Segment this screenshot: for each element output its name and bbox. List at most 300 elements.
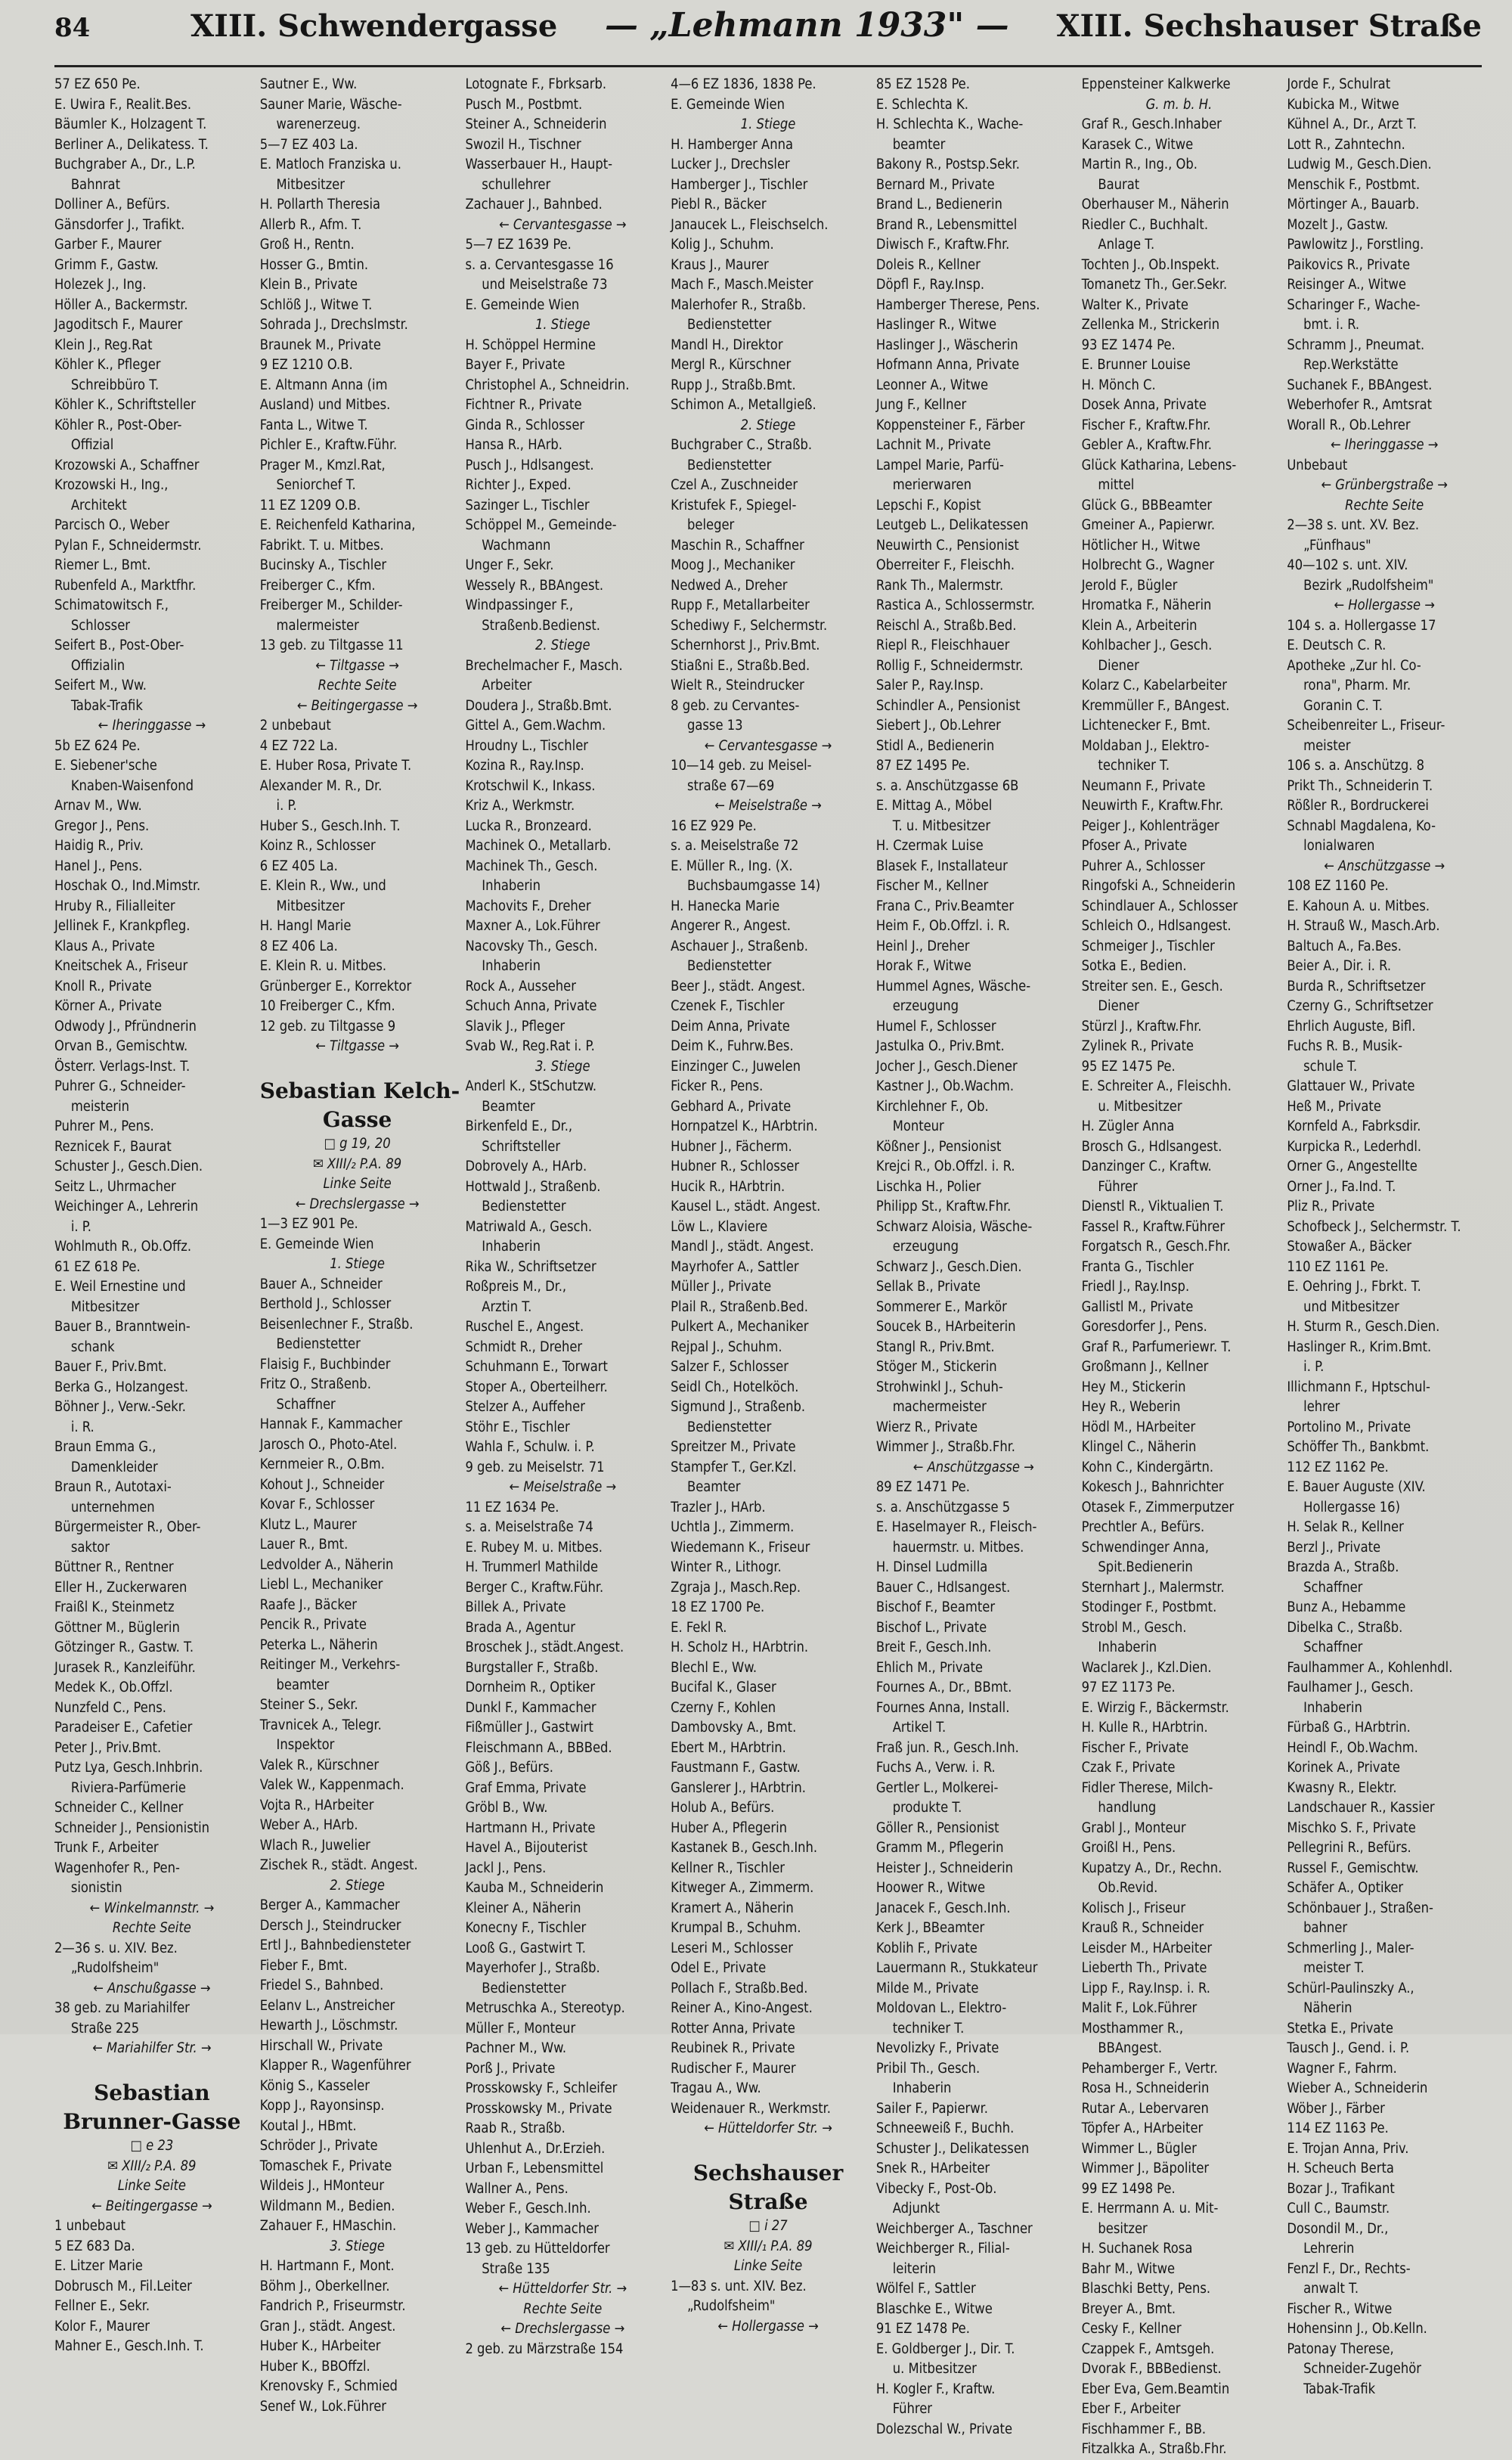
directory-line: 106 s. a. Anschützg. 8 xyxy=(1287,758,1425,774)
directory-line: Böhm J., Oberkellner. xyxy=(259,2278,390,2294)
directory-line: Kernmeier R., O.Bm. xyxy=(259,1456,385,1472)
directory-line: Broschek J., städt.Angest. xyxy=(465,1639,624,1655)
directory-line: Bedienstetter xyxy=(686,457,772,473)
directory-line: Bahr M., Witwe xyxy=(1081,2260,1176,2277)
directory-line: 104 s. a. Hollergasse 17 xyxy=(1287,617,1436,634)
directory-line: Windpassinger F., xyxy=(465,597,574,613)
directory-line: Spreitzer M., Private xyxy=(671,1439,796,1455)
directory-line: Fischer F., Kraftw.Fhr. xyxy=(1081,417,1211,433)
directory-line: Gregor J., Pens. xyxy=(54,817,150,834)
directory-line: Dersch J., Steindrucker xyxy=(259,1917,401,1934)
directory-line: Göller R., Pensionist xyxy=(875,1819,999,1836)
directory-line: Menschik F., Postbmt. xyxy=(1287,176,1421,193)
directory-line: Klingel C., Näherin xyxy=(1081,1439,1197,1455)
directory-line: Bauer F., Priv.Bmt. xyxy=(54,1359,167,1375)
directory-line: 4—6 EZ 1836, 1838 Pe. xyxy=(671,76,816,92)
directory-line: E. Kahoun A. u. Mitbes. xyxy=(1287,898,1430,914)
directory-line: Unger F., Sekr. xyxy=(465,557,554,573)
directory-line: Kristufek F., Spiegel- xyxy=(671,497,797,513)
directory-line: E. Goldberger J., Dir. T. xyxy=(875,2341,1015,2357)
directory-line: Orvan B., Gemischtw. xyxy=(54,1038,188,1054)
directory-line: H. Suchanek Rosa xyxy=(1081,2241,1193,2257)
directory-line: Glück Katharina, Lebens- xyxy=(1081,457,1237,473)
directory-line: Uhlenhut A., Dr.Erzieh. xyxy=(465,2140,606,2157)
directory-line: Koppensteiner F., Färber xyxy=(875,417,1025,433)
directory-line: Hötlicher H., Witwe xyxy=(1081,537,1201,554)
directory-line: Flaisig F., Buchbinder xyxy=(259,1356,391,1373)
directory-line: Heim F., Ob.Offzl. i. R. xyxy=(875,918,1010,934)
section-label: Rechte Seite xyxy=(1345,497,1424,513)
directory-line: Pellegrini R., Befürs. xyxy=(1287,1840,1411,1856)
directory-line: 91 EZ 1478 Pe. xyxy=(875,2321,970,2337)
directory-line: Böhner J., Verw.-Sekr. xyxy=(54,1399,186,1415)
directory-line: E. Haselmayer R., Fleisch- xyxy=(875,1519,1037,1535)
directory-line: Schnabl Magdalena, Ko- xyxy=(1287,817,1436,834)
directory-line: Leseri M., Schlosser xyxy=(671,1940,793,1956)
directory-line: Machinek O., Metallarb. xyxy=(465,838,612,854)
directory-line: Rotter Anna, Private xyxy=(671,2020,795,2037)
directory-line: 8 EZ 406 La. xyxy=(259,938,338,954)
directory-line: Kirchlehner F., Ob. xyxy=(875,1098,989,1115)
directory-line: Humel F., Schlosser xyxy=(875,1018,996,1035)
directory-line: Weidenauer R., Werkmstr. xyxy=(671,2100,831,2117)
directory-line: 95 EZ 1475 Pe. xyxy=(1081,1058,1176,1075)
directory-line: Damenkleider xyxy=(70,1459,158,1475)
directory-line: Hubner R., Schlosser xyxy=(671,1159,800,1174)
directory-line: 38 geb. zu Mariahilfer xyxy=(54,2000,190,2016)
directory-line: Burgstaller F., Straßb. xyxy=(465,1659,599,1676)
section-label: ← Iheringgasse → xyxy=(1330,437,1439,453)
directory-line: Urban F., Lebensmittel xyxy=(465,2161,604,2176)
directory-line: Stiaßni E., Straßb.Bed. xyxy=(671,657,810,674)
directory-line: 16 EZ 929 Pe. xyxy=(671,817,757,834)
directory-line: Schürl-Paulinszky A., xyxy=(1287,1980,1414,1996)
directory-line: Jarosch O., Photo-Atel. xyxy=(259,1436,398,1453)
section-label: ← Mariahilfer Str. → xyxy=(92,2040,212,2056)
directory-line: Hansa R., HArb. xyxy=(465,437,563,453)
directory-line: Holub A., Befürs. xyxy=(671,1800,775,1816)
directory-line: Mandl H., Direktor xyxy=(671,337,783,353)
directory-line: Prager M., Kmzl.Rat, xyxy=(259,457,386,473)
directory-line: Rudischer F., Maurer xyxy=(671,2060,796,2077)
directory-line: 1—83 s. unt. XIV. Bez. xyxy=(671,2278,807,2294)
directory-line: Paikovics R., Private xyxy=(1287,256,1411,273)
directory-line: Sailer F., Papierwr. xyxy=(875,2100,988,2117)
directory-line: Eller H., Zuckerwaren xyxy=(54,1579,187,1596)
directory-line: Kolarz C., Kabelarbeiter xyxy=(1081,678,1227,693)
directory-line: Höller A., Backermstr. xyxy=(54,296,188,313)
directory-line: E. Siebener'sche xyxy=(54,758,157,774)
directory-line: Hewarth J., Löschmstr. xyxy=(259,2018,398,2033)
directory-line: Krenovsky F., Schmied xyxy=(259,2378,398,2394)
directory-line: Rosa H., Schneiderin xyxy=(1081,2080,1210,2096)
column-6 xyxy=(1081,75,1277,2457)
directory-line: Inhaberin xyxy=(892,2080,952,2096)
directory-line: Holbrecht G., Wagner xyxy=(1081,557,1215,573)
directory-line: Schriftsteller xyxy=(482,1138,561,1155)
directory-line: Göttner M., Büglerin xyxy=(54,1619,180,1636)
directory-line: Czel A., Zuschneider xyxy=(671,477,798,493)
directory-line: Mitbesitzer xyxy=(276,898,345,914)
directory-line: Klein A., Arbeiterin xyxy=(1081,617,1198,634)
directory-line: Fißmüller J., Gastwirt xyxy=(465,1720,593,1736)
directory-line: Allerb R., Afm. T. xyxy=(259,216,362,233)
directory-line: Mach F., Masch.Meister xyxy=(671,277,813,293)
directory-line: Czenek F., Tischler xyxy=(671,998,785,1014)
directory-line: 108 EZ 1160 Pe. xyxy=(1287,878,1389,894)
directory-line: Lischka H., Polier xyxy=(875,1178,981,1195)
directory-line: besitzer xyxy=(1098,2220,1148,2237)
directory-line: Sazinger L., Tischler xyxy=(465,497,590,513)
directory-line: sionistin xyxy=(70,1880,122,1896)
directory-line: Beier A., Dir. i. R. xyxy=(1287,958,1392,974)
directory-line: Lotognate F., Fbrksarb. xyxy=(465,76,607,92)
directory-line: 6 EZ 405 La. xyxy=(259,858,338,874)
directory-line: BBAngest. xyxy=(1098,2040,1163,2056)
directory-line: Roßpreis M., Dr., xyxy=(465,1279,567,1295)
directory-line: Piebl R., Bäcker xyxy=(671,197,767,212)
directory-line: Hoower R., Witwe xyxy=(875,1880,986,1896)
directory-line: Krumpal B., Schuhm. xyxy=(671,1920,801,1936)
directory-line: Medek K., Ob.Offzl. xyxy=(54,1680,173,1695)
directory-line: Scharinger F., Wache- xyxy=(1287,296,1421,313)
directory-line: Pawlowitz J., Forstling. xyxy=(1287,237,1424,253)
directory-line: Blechl E., Ww. xyxy=(671,1659,758,1676)
directory-line: Mörtinger A., Bauarb. xyxy=(1287,197,1420,212)
section-label: G. m. b. H. xyxy=(1145,96,1213,113)
directory-line: Göß J., Befürs. xyxy=(465,1760,553,1776)
section-label: □ e 23 xyxy=(130,2138,174,2154)
directory-line: Czappek F., Amtsgeh. xyxy=(1081,2341,1215,2357)
directory-line: Brand R., Lebensmittel xyxy=(875,216,1018,233)
directory-line: Zahauer F., HMaschin. xyxy=(259,2218,397,2234)
directory-line: erzeugung xyxy=(892,998,959,1014)
directory-line: Fournes A., Dr., BBmt. xyxy=(875,1680,1012,1695)
directory-line: Baltuch A., Fa.Bes. xyxy=(1287,938,1402,954)
directory-line: Huber A., Pflegerin xyxy=(671,1819,788,1836)
directory-line: Götzinger R., Gastw. T. xyxy=(54,1639,194,1655)
directory-line: H. Zügler Anna xyxy=(1081,1118,1175,1134)
columns-container xyxy=(54,75,1482,2457)
directory-line: Döpfl F., Ray.Insp. xyxy=(875,277,985,293)
directory-line: Dolezschal W., Private xyxy=(875,2421,1013,2437)
directory-line: Kitweger A., Zimmerm. xyxy=(671,1880,814,1896)
directory-line: merierwaren xyxy=(892,477,971,493)
directory-line: Fabrikt. T. u. Mitbes. xyxy=(259,537,384,554)
directory-line: Milde M., Private xyxy=(875,1980,979,1996)
directory-line: Zgraja J., Masch.Rep. xyxy=(671,1579,801,1596)
directory-line: Pachner M., Ww. xyxy=(465,2040,567,2056)
directory-line: Worall R., Ob.Lehrer xyxy=(1287,417,1411,433)
directory-line: meister xyxy=(1303,737,1351,754)
directory-line: Kastanek B., Gesch.Inh. xyxy=(671,1840,818,1856)
section-label: 2. Stiege xyxy=(740,417,796,433)
directory-line: Forgatsch R., Gesch.Fhr. xyxy=(1081,1239,1231,1255)
directory-line: Stodinger F., Postbmt. xyxy=(1081,1599,1217,1615)
directory-line: Lauermann R., Stukkateur xyxy=(875,1960,1038,1976)
directory-line: Weichberger R., Filial- xyxy=(875,2241,1010,2257)
directory-line: Faulhammer A., Kohlenhdl. xyxy=(1287,1659,1453,1676)
directory-line: 2 geb. zu Märzstraße 154 xyxy=(465,2341,624,2357)
directory-line: u. Mitbesitzer xyxy=(892,2361,977,2377)
directory-line: Mandl J., städt. Angest. xyxy=(671,1239,814,1255)
directory-line: Mergl R., Kürschner xyxy=(671,357,792,373)
directory-line: Dambovsky A., Bmt. xyxy=(671,1720,797,1736)
directory-line: E. Brunner Louise xyxy=(1081,357,1191,373)
directory-line: Ausland) und Mitbes. xyxy=(259,397,391,413)
directory-line: Hroudny L., Tischler xyxy=(465,737,588,754)
directory-line: Architekt xyxy=(70,497,127,513)
directory-line: Krozowski H., Ing., xyxy=(54,477,169,493)
directory-line: Bäumler K., Holzagent T. xyxy=(54,116,207,132)
directory-line: Putz Lya, Gesch.Inhbrin. xyxy=(54,1760,203,1776)
directory-line: Paradeiser E., Cafetier xyxy=(54,1720,193,1736)
directory-line: Berger C., Kraftw.Führ. xyxy=(465,1579,604,1596)
directory-line: E. Matloch Franziska u. xyxy=(259,157,401,172)
directory-line: Schuhmann E., Torwart xyxy=(465,1359,608,1375)
section-label: ← Cervantesgasse → xyxy=(704,737,832,754)
directory-line: Holezek J., Ing. xyxy=(54,277,147,293)
directory-line: Schäfer A., Optiker xyxy=(1287,1880,1404,1896)
directory-line: „Rudolfsheim" xyxy=(70,1960,160,1976)
directory-line: Kokesch J., Bahnrichter xyxy=(1081,1479,1224,1495)
directory-line: Rupp J., Straßb.Bmt. xyxy=(671,377,796,393)
directory-line: Reiner A., Kino-Angest. xyxy=(671,2000,813,2016)
directory-line: beleger xyxy=(686,517,735,533)
directory-line: Czerny G., Schriftsetzer xyxy=(1287,998,1433,1014)
directory-line: Heister J., Schneiderin xyxy=(875,1860,1013,1876)
directory-line: Kerk J., BBeamter xyxy=(875,1920,985,1936)
directory-line: 9 geb. zu Meiselstr. 71 xyxy=(465,1459,605,1475)
directory-line: Stampfer T., Ger.Kzl. xyxy=(671,1459,797,1475)
directory-line: Lipp F., Ray.Insp. i. R. xyxy=(1081,1980,1210,1996)
directory-line: Grimm F., Gastw. xyxy=(54,256,159,273)
section-label: ← Hütteldorfer Str. → xyxy=(498,2281,627,2297)
directory-line: E. Weil Ernestine und xyxy=(54,1279,186,1295)
directory-line: Grabl J., Monteur xyxy=(1081,1819,1186,1836)
directory-line: Moldovan L., Elektro- xyxy=(875,2000,1007,2016)
directory-line: Mitbesitzer xyxy=(276,176,345,193)
directory-line: Gebler A., Kraftw.Fhr. xyxy=(1081,437,1212,453)
directory-line: Fraß jun. R., Gesch.Inh. xyxy=(875,1739,1019,1756)
directory-line: saktor xyxy=(70,1539,110,1556)
directory-line: Kolor F., Maurer xyxy=(54,2318,150,2334)
directory-line: Ehlich M., Private xyxy=(875,1659,983,1676)
directory-line: 110 EZ 1161 Pe. xyxy=(1287,1258,1389,1275)
directory-line: H. Hangl Marie xyxy=(259,918,352,934)
directory-line: Bedienstetter xyxy=(276,1336,361,1352)
directory-line: Reitinger M., Verkehrs- xyxy=(259,1657,401,1673)
section-label: ← Tiltgasse → xyxy=(315,657,399,674)
directory-line: Neumann F., Private xyxy=(1081,777,1206,794)
directory-line: Plail R., Straßenb.Bed. xyxy=(671,1298,808,1315)
directory-line: Schleich O., Hdlsangest. xyxy=(1081,918,1232,934)
directory-line: Peter J., Priv.Bmt. xyxy=(54,1739,162,1756)
directory-line: Doleis R., Kellner xyxy=(875,256,981,273)
directory-line: Peiger J., Kohlenträger xyxy=(1081,817,1219,834)
directory-line: Tomaschek F., Private xyxy=(259,2158,392,2174)
directory-line: Wallner A., Pens. xyxy=(465,2180,569,2197)
directory-line: Salzer F., Schlosser xyxy=(671,1359,789,1375)
directory-line: Portolino M., Private xyxy=(1287,1419,1411,1435)
directory-line: Müller J., Private xyxy=(671,1279,772,1295)
directory-line: Karasek C., Witwe xyxy=(1081,136,1194,153)
directory-line: 97 EZ 1173 Pe. xyxy=(1081,1680,1176,1695)
directory-line: Groißl H., Pens. xyxy=(1081,1840,1176,1856)
directory-line: Peterka L., Näherin xyxy=(259,1636,378,1653)
directory-line: Schindler A., Pensionist xyxy=(875,697,1021,714)
directory-line: s. a. Meiselstraße 74 xyxy=(465,1519,593,1535)
directory-line: Fraißl K., Steinmetz xyxy=(54,1599,175,1615)
section-label: Rechte Seite xyxy=(318,678,397,693)
directory-line: Mozelt J., Gastw. xyxy=(1287,216,1389,233)
directory-line: E. Gemeinde Wien xyxy=(259,1236,374,1252)
directory-line: Jorde F., Schulrat xyxy=(1287,76,1391,92)
section-label: ← Meiselstraße → xyxy=(714,798,822,814)
directory-line: 89 EZ 1471 Pe. xyxy=(875,1479,970,1495)
directory-line: E. Trojan Anna, Priv. xyxy=(1287,2140,1409,2157)
directory-line: Ob.Revid. xyxy=(1098,1880,1158,1896)
section-label: ← Tiltgasse → xyxy=(315,1038,399,1054)
directory-line: 61 EZ 618 Pe. xyxy=(54,1258,141,1275)
directory-line: Brechelmacher F., Masch. xyxy=(465,657,623,674)
directory-line: Nacovsky Th., Gesch. xyxy=(465,938,598,954)
directory-line: Machinek Th., Gesch. xyxy=(465,858,598,874)
directory-line: Franta G., Tischler xyxy=(1081,1258,1194,1275)
directory-line: warenerzeug. xyxy=(276,116,361,132)
directory-line: E. Gemeinde Wien xyxy=(465,296,580,313)
directory-line: Fichtner R., Private xyxy=(465,397,582,413)
section-label: 1. Stiege xyxy=(330,1256,385,1272)
directory-line: Bischof F., Beamter xyxy=(875,1599,996,1615)
directory-line: Sommerer E., Markör xyxy=(875,1298,1007,1315)
directory-line: Kopp J., Rayonsinsp. xyxy=(259,2098,385,2114)
directory-line: Berka G., Holzangest. xyxy=(54,1379,189,1395)
directory-line: Wimmer J., Straßb.Fhr. xyxy=(875,1439,1015,1455)
directory-line: Weber J., Kammacher xyxy=(465,2220,599,2237)
directory-line: E. Altmann Anna (im xyxy=(259,377,388,393)
directory-line: Orner G., Angestellte xyxy=(1287,1159,1418,1174)
directory-line: Diener xyxy=(1098,998,1139,1014)
directory-line: Sautner E., Ww. xyxy=(259,76,358,92)
directory-line: Fritz O., Straßenb. xyxy=(259,1376,371,1392)
directory-line: Pliz R., Private xyxy=(1287,1199,1375,1214)
directory-line: Braun Emma G., xyxy=(54,1439,156,1455)
directory-line: Fischer M., Kellner xyxy=(875,878,989,894)
directory-line: Schediwy F., Selchermstr. xyxy=(671,617,828,634)
directory-line: Artikel T. xyxy=(892,1720,947,1736)
directory-line: Brazda A., Straßb. xyxy=(1287,1559,1399,1575)
directory-line: Kühnel A., Dr., Arzt T. xyxy=(1287,116,1417,132)
directory-line: Schindlauer A., Schlosser xyxy=(1081,898,1238,914)
directory-line: produkte T. xyxy=(892,1800,962,1816)
directory-line: Arbeiter xyxy=(482,678,532,693)
section-label: ← Winkelmannstr. → xyxy=(89,1900,215,1916)
directory-line: beamter xyxy=(276,1677,330,1693)
directory-line: Pichler E., Kraftw.Führ. xyxy=(259,437,398,453)
section-label: Rechte Seite xyxy=(523,2300,603,2317)
directory-line: Riepl R., Fleischhauer xyxy=(875,637,1010,653)
directory-line: Schröder J., Private xyxy=(259,2138,378,2154)
directory-line: Angerer R., Angest. xyxy=(671,918,791,934)
directory-line: leiterin xyxy=(892,2260,936,2277)
section-label: ← Anschützgasse → xyxy=(1324,858,1445,874)
directory-line: Anderl K., StSchutzw. xyxy=(465,1078,597,1094)
directory-line: i. P. xyxy=(1303,1359,1325,1375)
directory-line: Wildeis J., HMonteur xyxy=(259,2178,385,2194)
directory-line: meister T. xyxy=(1303,1960,1365,1976)
directory-line: Schaffner xyxy=(276,1396,336,1413)
directory-line: Rika W., Schriftsetzer xyxy=(465,1258,596,1275)
directory-line: Jastulka O., Priv.Bmt. xyxy=(875,1038,1005,1054)
directory-line: Fischer F., Private xyxy=(1081,1739,1189,1756)
section-label: ✉ XIII/₂ P.A. 89 xyxy=(107,2158,197,2174)
directory-line: Krozowski A., Schaffner xyxy=(54,457,200,473)
directory-line: Ludwig M., Gesch.Dien. xyxy=(1287,157,1432,172)
directory-line: Heinl J., Dreher xyxy=(875,938,970,954)
directory-line: Jurasek R., Kanzleiführ. xyxy=(54,1659,196,1676)
header-right-street: XIII. Sechshauser Straße xyxy=(1056,8,1482,44)
directory-line: malermeister xyxy=(276,617,359,634)
directory-line: Huber K., HArbeiter xyxy=(259,2338,381,2354)
directory-line: Zylinek R., Private xyxy=(1081,1038,1194,1054)
directory-line: Wiedemann K., Friseur xyxy=(671,1539,810,1556)
directory-line: Bozar J., Trafikant xyxy=(1287,2180,1395,2197)
directory-line: Jellinek F., Krankpfleg. xyxy=(54,918,191,934)
directory-line: Lauer R., Bmt. xyxy=(259,1537,349,1553)
directory-line: Hucik R., HArbtrin. xyxy=(671,1178,785,1195)
directory-line: 18 EZ 1700 Pe. xyxy=(671,1599,765,1615)
directory-line: Fitzalkka A., Straßb.Fhr. xyxy=(1081,2441,1227,2457)
directory-line: Moldaban J., Elektro- xyxy=(1081,737,1210,754)
directory-line: erzeugung xyxy=(892,1239,959,1255)
directory-line: Adjunkt xyxy=(892,2201,940,2216)
directory-line: Bernard M., Private xyxy=(875,176,995,193)
directory-line: Rep.Werkstätte xyxy=(1303,357,1399,373)
directory-line: Kremmüller F., BAngest. xyxy=(1081,697,1230,714)
directory-line: „Rudolfsheim" xyxy=(686,2298,776,2314)
directory-line: Beamter xyxy=(482,1098,535,1115)
directory-line: 5—7 EZ 1639 Pe. xyxy=(465,237,572,253)
directory-line: schank xyxy=(70,1339,115,1355)
directory-line: 11 EZ 1634 Pe. xyxy=(465,1499,559,1515)
directory-line: Klaus A., Private xyxy=(54,938,155,954)
directory-line: Fenzl F., Dr., Rechts- xyxy=(1287,2260,1411,2277)
directory-line: Seifert B., Post-Ober- xyxy=(54,637,184,653)
section-label: □ g 19, 20 xyxy=(324,1136,391,1152)
directory-line: Bedienstetter xyxy=(482,1980,566,1996)
directory-line: Kozina R., Ray.Insp. xyxy=(465,758,584,774)
directory-line: Odel E., Private xyxy=(671,1960,767,1976)
directory-line: Stangl R., Priv.Bmt. xyxy=(875,1339,995,1355)
directory-line: Tomanetz Th., Ger.Sekr. xyxy=(1081,277,1228,293)
directory-line: Rejpal J., Schuhm. xyxy=(671,1339,782,1355)
directory-line: Maschin R., Schaffner xyxy=(671,537,804,554)
section-label: ← Hollergasse → xyxy=(1334,597,1435,613)
directory-line: Looß G., Gastwirt T. xyxy=(465,1940,586,1956)
column-4 xyxy=(671,75,866,2334)
directory-line: Wierz R., Private xyxy=(875,1419,978,1435)
directory-line: Prosskowsky M., Private xyxy=(465,2100,612,2117)
directory-line: Fischer R., Witwe xyxy=(1287,2300,1393,2317)
directory-line: Wahla F., Schulw. i. P. xyxy=(465,1439,595,1455)
directory-line: Knaben-Waisenfond xyxy=(70,777,194,794)
directory-line: Diener xyxy=(1098,657,1139,674)
directory-line: Leutgeb L., Delikatessen xyxy=(875,517,1029,533)
directory-line: Koutal J., HBmt. xyxy=(259,2117,357,2134)
directory-line: Klein B., Private xyxy=(259,277,358,293)
directory-line: Kößner J., Pensionist xyxy=(875,1138,1002,1155)
